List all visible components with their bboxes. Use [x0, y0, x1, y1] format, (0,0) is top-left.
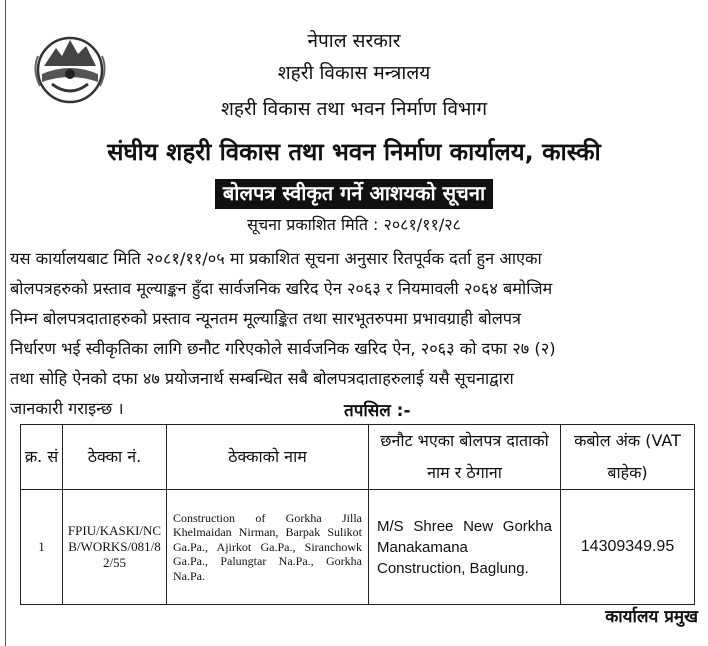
- body-line: बोलपत्रहरुको प्रस्ताव मूल्याङ्कन हुँदा सार्वजनिक खरिद ऐन २०६३ र नियमावली २०६४ बमोजिम: [10, 279, 553, 298]
- cell-contract-name: Construction of Gorkha Jilla Khelmaidan Nirman, Barpak Sulikot Ga.Pa., Ajirkot Ga.Pa., Siranchowk Ga.Pa., Palungtar Na.Pa., Gorkha Na.Pa.: [167, 490, 369, 605]
- signature-office-chief: कार्यालय प्रमुख: [605, 607, 698, 627]
- table-header-row: [21, 425, 695, 490]
- table-title: तपसिल :-: [344, 401, 411, 421]
- notice-body: [10, 244, 694, 424]
- header-sn: क्र. सं: [21, 425, 63, 490]
- body-line: जानकारी गराइन्छ ।: [10, 399, 124, 418]
- body-line: यस कार्यालयबाट मिति २०८१/११/०५ मा प्रकाशित सूचना अनुसार रितपूर्वक दर्ता हुन आएका: [10, 249, 542, 268]
- cell-contract-no: [63, 490, 167, 605]
- body-line: तथा सोहि ऐनको दफा ४७ प्रयोजनार्थ सम्बन्धित सबै बोलपत्रदाताहरुलाई यसै सूचनाद्वारा: [10, 369, 514, 388]
- body-line: निर्धारण भई स्वीकृतिका लागि छनौट गरिएकोले सार्वजनिक खरिद ऐन, २०६३ को दफा २७ (२): [10, 339, 556, 358]
- header-government: नेपाल सरकार: [307, 30, 401, 52]
- contract-no-text: FPIU/KASKI/NCB/WORKS/081/82/55: [67, 523, 162, 570]
- cell-amount: 14309349.95: [561, 490, 695, 605]
- table-row: [21, 490, 695, 605]
- header-amount: कबोल अंक (VAT बाहेक): [561, 425, 695, 490]
- header-department: शहरी विकास तथा भवन निर्माण विभाग: [220, 98, 488, 120]
- cell-bidder: M/S Shree New Gorkha Manakamana Construction, Baglung.: [369, 490, 561, 605]
- header-bidder: छनौट भएका बोलपत्र दाताको नाम र ठेगाना: [369, 425, 561, 490]
- award-table: [20, 424, 695, 605]
- header-ministry: शहरी विकास मन्त्रालय: [277, 62, 431, 84]
- body-line: निम्न बोलपत्रदाताहरुको प्रस्ताव न्यूनतम मूल्याङ्कित तथा सारभूतरुपमा प्रभावग्राही बोलपत्र: [10, 309, 521, 328]
- cell-sn: 1: [21, 490, 63, 605]
- notice-title: बोलपत्र स्वीकृत गर्ने आशयको सूचना: [215, 179, 493, 209]
- header-contract-name: ठेक्काको नाम: [167, 425, 369, 490]
- header-office: संघीय शहरी विकास तथा भवन निर्माण कार्यालय, कास्की: [107, 138, 601, 166]
- published-date: सूचना प्रकाशित मिति : २०८१/११/२८: [247, 215, 461, 234]
- header-contract-no: ठेक्का नं.: [63, 425, 167, 490]
